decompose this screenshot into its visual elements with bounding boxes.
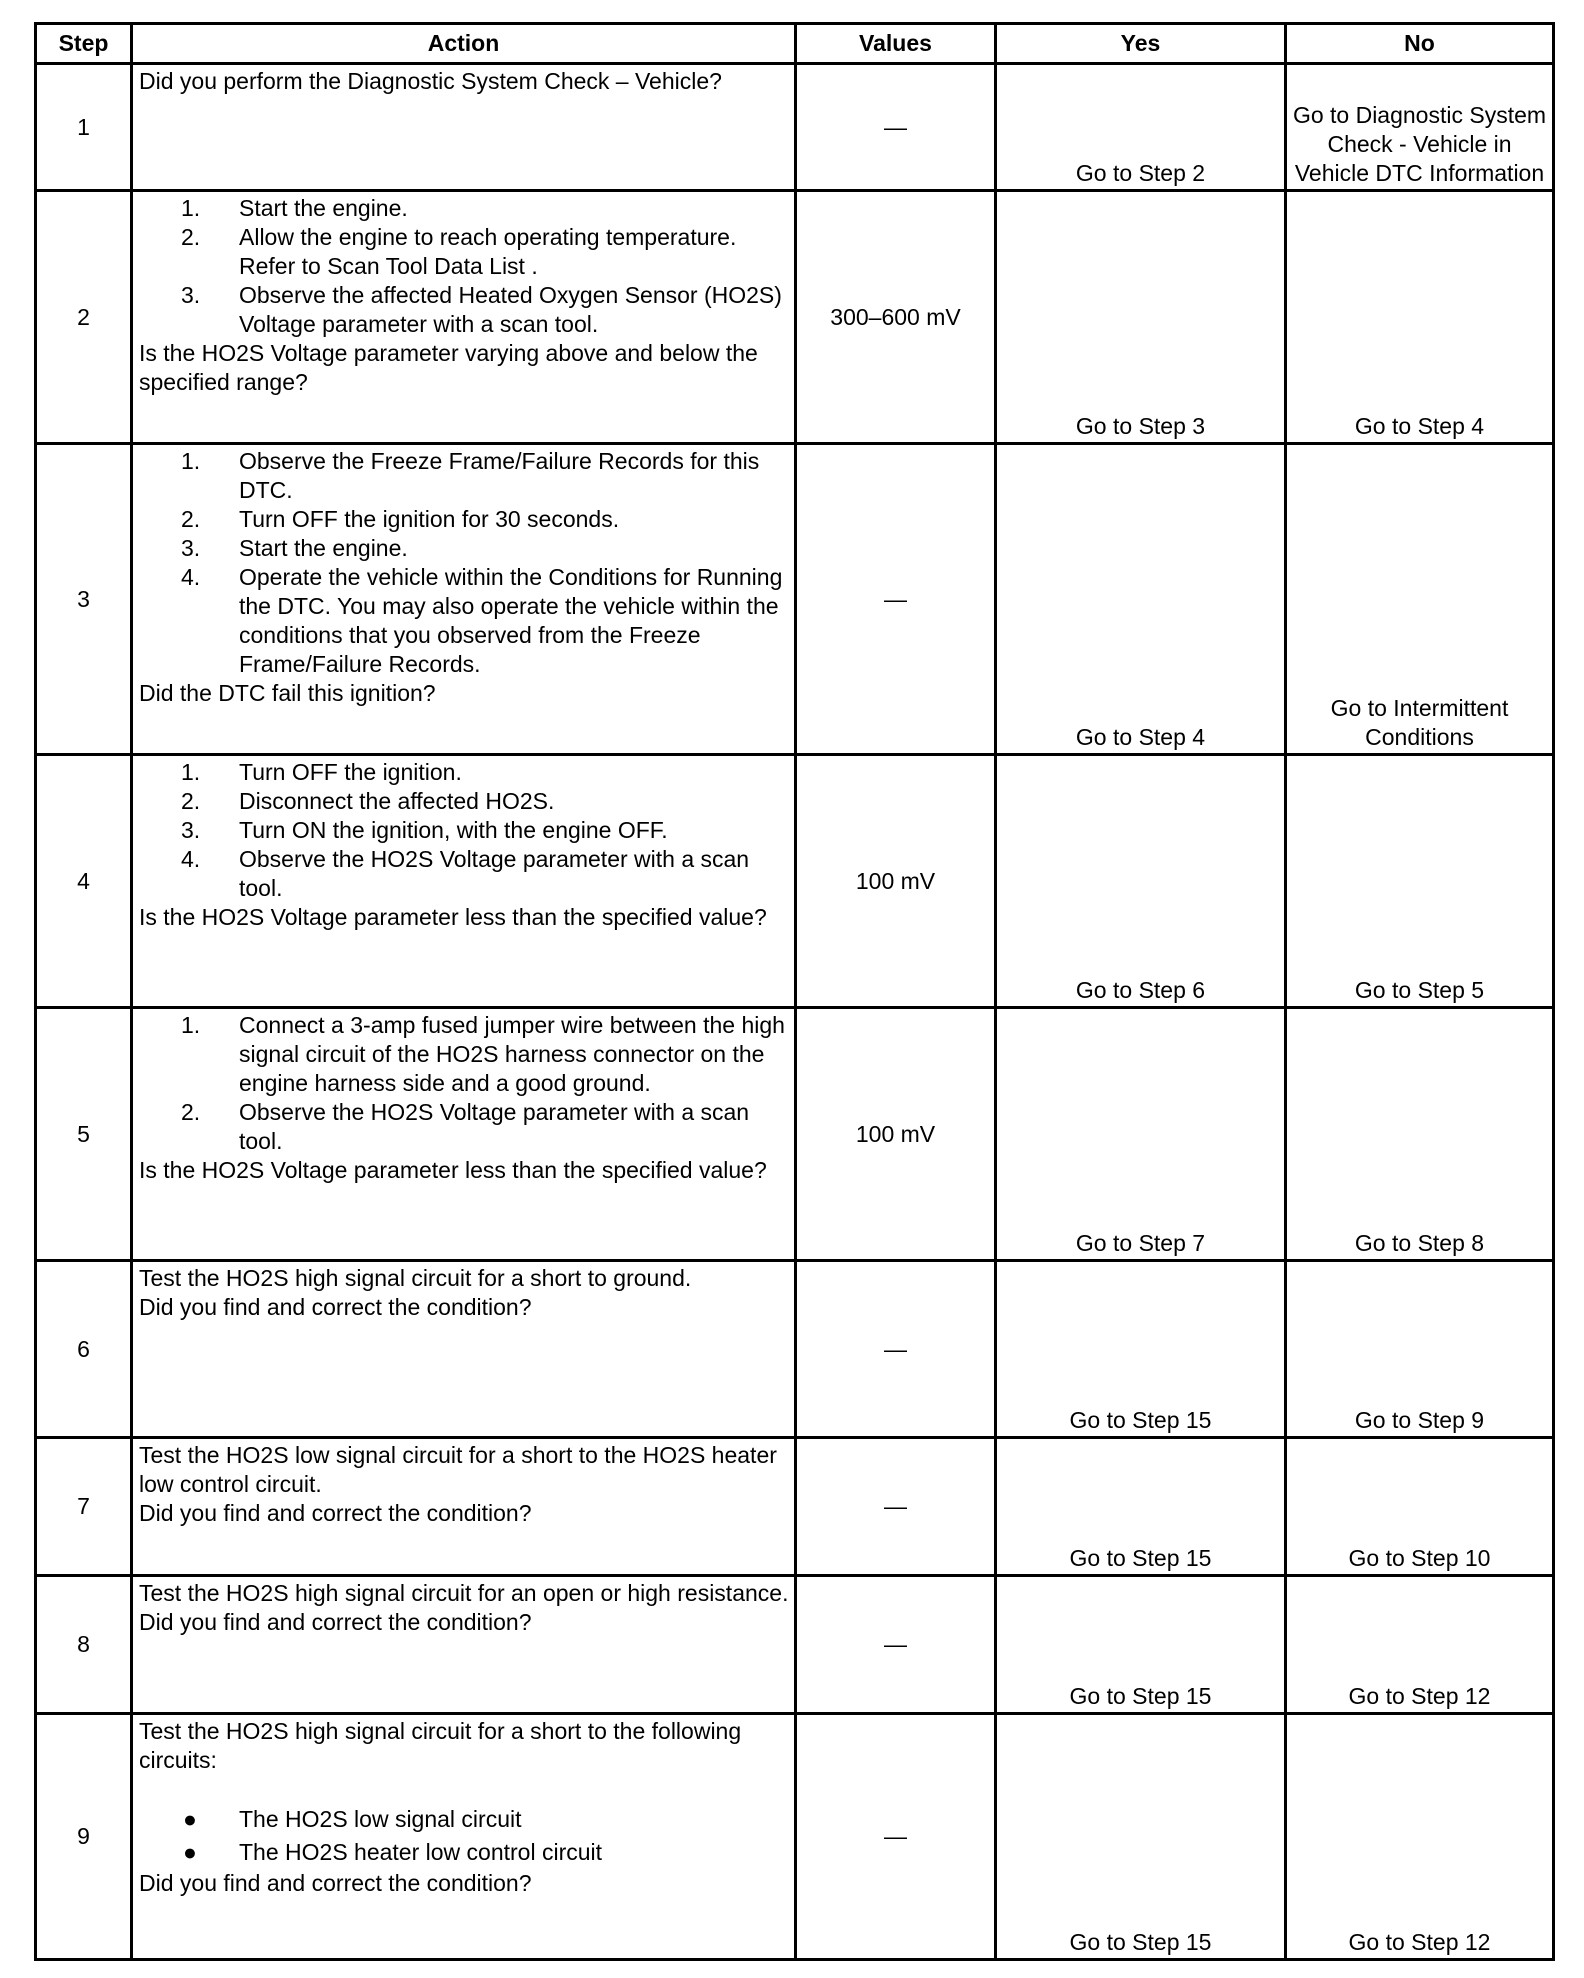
action-question: Did you find and correct the condition? — [139, 1500, 532, 1526]
list-item: 3. Turn ON the ignition, with the engine OFF. — [181, 817, 668, 843]
value-cell: — — [796, 1438, 996, 1576]
list-item: 1. Turn OFF the ignition. — [181, 759, 462, 785]
value-cell: — — [796, 444, 996, 755]
list-item: 1. Start the engine. — [181, 195, 408, 221]
step-number: 3 — [36, 444, 132, 755]
diagnostic-table — [34, 22, 1555, 1961]
action-text: Test the HO2S high signal circuit for a short to ground. — [139, 1265, 692, 1291]
list-item: 4. Operate the vehicle within the Conditions for Running the DTC. You may also operate the vehicle within the conditions that you observed from the Freeze Frame/Failure Records. — [181, 564, 783, 677]
action-text: Test the HO2S high signal circuit for an open or high resistance. — [139, 1580, 789, 1606]
yes-cell: Go to Step 15 — [996, 1261, 1286, 1438]
value-cell: — — [796, 1261, 996, 1438]
no-cell: Go to Step 4 — [1286, 191, 1554, 444]
action-steps — [139, 194, 790, 339]
yes-cell: Go to Step 3 — [996, 191, 1286, 444]
list-item: ● The HO2S heater low control circuit — [183, 1839, 603, 1865]
table-row — [36, 755, 1554, 1008]
no-cell: Go to Step 9 — [1286, 1261, 1554, 1438]
yes-cell: Go to Step 6 — [996, 755, 1286, 1008]
action-question: Did the DTC fail this ignition? — [139, 680, 436, 706]
header-action: Action — [132, 24, 796, 64]
action-cell — [132, 1261, 796, 1438]
action-text: Did you perform the Diagnostic System Check – Vehicle? — [139, 68, 722, 94]
action-question: Did you find and correct the condition? — [139, 1870, 532, 1896]
action-cell — [132, 755, 796, 1008]
table-row — [36, 1261, 1554, 1438]
step-number: 8 — [36, 1576, 132, 1714]
step-number: 6 — [36, 1261, 132, 1438]
action-text: Test the HO2S low signal circuit for a short to the HO2S heater low control circuit. — [139, 1442, 777, 1497]
no-cell: Go to Step 5 — [1286, 755, 1554, 1008]
table-header-row — [36, 24, 1554, 64]
action-question: Did you find and correct the condition? — [139, 1609, 532, 1635]
list-item: 2. Observe the HO2S Voltage parameter with a scan tool. — [181, 1099, 750, 1154]
action-question: Is the HO2S Voltage parameter varying above and below the specified range? — [139, 340, 758, 395]
yes-cell: Go to Step 2 — [996, 64, 1286, 191]
list-item: 2. Allow the engine to reach operating temperature. Refer to Scan Tool Data List . — [181, 224, 737, 279]
circuit-list — [139, 1803, 790, 1869]
action-cell — [132, 1714, 796, 1960]
action-question: Is the HO2S Voltage parameter less than the specified value? — [139, 1157, 767, 1183]
table-row — [36, 1714, 1554, 1960]
list-item: 1. Connect a 3-amp fused jumper wire between the high signal circuit of the HO2S harness connector on the engine harness side and a good ground. — [181, 1012, 785, 1096]
list-item: 2. Turn OFF the ignition for 30 seconds. — [181, 506, 620, 532]
header-no: No — [1286, 24, 1554, 64]
step-number: 9 — [36, 1714, 132, 1960]
action-cell — [132, 1576, 796, 1714]
no-cell: Go to Step 12 — [1286, 1714, 1554, 1960]
list-item: 1. Observe the Freeze Frame/Failure Records for this DTC. — [181, 448, 760, 503]
yes-cell: Go to Step 15 — [996, 1714, 1286, 1960]
diagnostic-table-container — [34, 22, 1552, 1961]
action-question: Is the HO2S Voltage parameter less than the specified value? — [139, 904, 767, 930]
list-item: ● The HO2S low signal circuit — [183, 1806, 522, 1832]
step-number: 4 — [36, 755, 132, 1008]
table-row — [36, 191, 1554, 444]
value-cell: — — [796, 1714, 996, 1960]
step-number: 2 — [36, 191, 132, 444]
value-cell: 100 mV — [796, 755, 996, 1008]
header-values: Values — [796, 24, 996, 64]
value-cell: — — [796, 64, 996, 191]
value-cell: 300–600 mV — [796, 191, 996, 444]
value-cell: 100 mV — [796, 1008, 996, 1261]
no-cell: Go to Intermittent Conditions — [1286, 444, 1554, 755]
table-row — [36, 1576, 1554, 1714]
action-steps — [139, 758, 790, 903]
yes-cell: Go to Step 15 — [996, 1438, 1286, 1576]
table-row — [36, 1438, 1554, 1576]
action-cell — [132, 64, 796, 191]
list-item: 4. Observe the HO2S Voltage parameter with a scan tool. — [181, 846, 750, 901]
action-steps — [139, 1011, 790, 1156]
yes-cell: Go to Step 7 — [996, 1008, 1286, 1261]
action-cell — [132, 444, 796, 755]
action-steps — [139, 447, 790, 679]
table-row — [36, 1008, 1554, 1261]
step-number: 1 — [36, 64, 132, 191]
yes-cell: Go to Step 15 — [996, 1576, 1286, 1714]
value-cell: — — [796, 1576, 996, 1714]
step-number: 5 — [36, 1008, 132, 1261]
table-row — [36, 64, 1554, 191]
header-yes: Yes — [996, 24, 1286, 64]
header-step: Step — [36, 24, 132, 64]
table-row — [36, 444, 1554, 755]
action-cell — [132, 191, 796, 444]
action-cell — [132, 1008, 796, 1261]
no-cell: Go to Step 8 — [1286, 1008, 1554, 1261]
no-cell: Go to Step 12 — [1286, 1576, 1554, 1714]
no-cell: Go to Step 10 — [1286, 1438, 1554, 1576]
action-cell — [132, 1438, 796, 1576]
no-cell: Go to Diagnostic System Check - Vehicle in Vehicle DTC Information — [1286, 64, 1554, 191]
step-number: 7 — [36, 1438, 132, 1576]
action-question: Did you find and correct the condition? — [139, 1294, 532, 1320]
yes-cell: Go to Step 4 — [996, 444, 1286, 755]
list-item: 3. Observe the affected Heated Oxygen Sensor (HO2S) Voltage parameter with a scan tool. — [181, 282, 782, 337]
list-item: 3. Start the engine. — [181, 535, 408, 561]
action-text: Test the HO2S high signal circuit for a short to the following circuits: — [139, 1718, 742, 1773]
list-item: 2. Disconnect the affected HO2S. — [181, 788, 555, 814]
